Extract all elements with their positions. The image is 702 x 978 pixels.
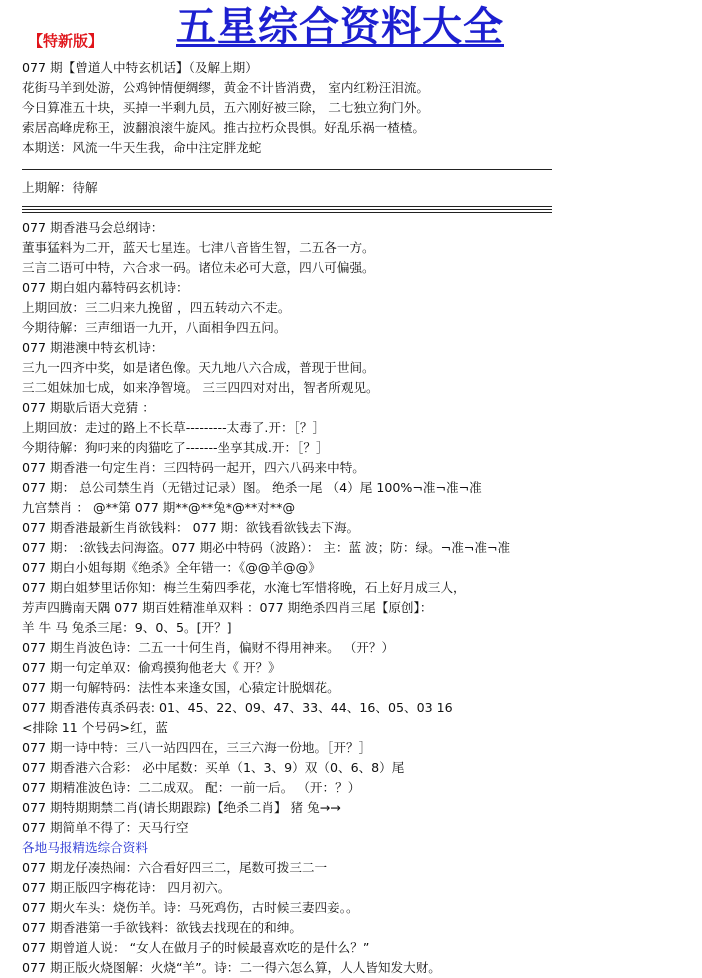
text-line: 077 期白姐内幕特码玄机诗：	[22, 280, 189, 295]
text-line: 羊 牛 马 兔杀三尾：9、0、5。[开？]	[22, 620, 232, 635]
text-line: 077 期生肖波色诗：二五一十何生肖，偏财不得用神来。 （开？）	[22, 640, 395, 655]
text-line: 索居高峰虎称王，波翻浪滚牛旋风。推古拉朽众畏惧。好乱乐祸一楂楂。	[22, 120, 425, 135]
text-line: 077 期特期期禁二肖(请长期跟踪)【绝杀二肖】 猪 兔→→	[22, 800, 341, 815]
text-line: <排除 11 个号码>红，蓝	[22, 720, 168, 735]
text-line: 077 期： :欲钱去问海盗。077 期必中特码（波路）： 主：蓝 波；防：绿。¬准¬准¬准	[22, 540, 511, 555]
text-line: 花街马羊到处游，公鸡钟情便绸缪，黄金不计皆消费， 室内红粉汪泪流。	[22, 80, 430, 95]
text-line: 077 期【曾道人中特玄机话】（及解上期）	[22, 60, 258, 75]
page-title: 五星综合资料大全	[176, 3, 504, 50]
text-line: 077 期白小姐每期《绝杀》全年错一：《@@羊@@》	[22, 560, 321, 575]
text-line: 077 期港澳中特玄机诗：	[22, 340, 164, 355]
text-line: 今期待解：三声细语一九开，八面相争四五问。	[22, 320, 287, 335]
text-line: 077 期： 总公司禁生肖（无错过记录）图。 绝杀一尾 （4）尾 100%¬准¬准¬准	[22, 480, 482, 495]
text-line: 077 期一句定单双：偷鸡摸狗他老大《 开？》	[22, 660, 281, 675]
text-line: 077 期香港一句定生肖：三四特码一起开，四六八码来中特。	[22, 460, 365, 475]
text-line: 077 期白姐梦里话你知：梅兰生菊四季花，水淹七军惜将晚，石上好月成三人，	[22, 580, 466, 595]
text-line: 上期回放：走过的路上不长草---------太毒了.开：［？］	[22, 420, 326, 435]
text-line: 077 期香港传真杀码表: 01、45、22、09、47、33、44、16、05、03 16	[22, 700, 453, 715]
text-line: 三二姐妹加七成，如来净智境。 三三四四对对出，智者所观见。	[22, 380, 379, 395]
text-line: 077 期龙仔凑热闹：六合看好四三二，尾数可拨三二一	[22, 860, 328, 875]
text-line: 077 期歇后语大竞猜 ：	[22, 400, 155, 415]
text-line: 077 期一句解特码：法性本来逢女国，心猿定计脱烟花。	[22, 680, 340, 695]
special-edition-badge: 【特新版】	[28, 32, 104, 50]
text-line: 三言二语可中特，六合求一码。诸位未必可大意，四八可偏强。	[22, 260, 375, 275]
double-separator	[22, 198, 682, 218]
text-line: 077 期火车头：烧伤羊。诗：马死鸡伤，古时候三妻四妾。。	[22, 900, 359, 915]
text-line: 三九一四齐中奖，如是诸色像。天九地八六合成，普现于世间。	[22, 360, 375, 375]
separator	[22, 158, 682, 178]
text-line: 077 期一诗中特：三八一站四四在，三三六海一份地。［开？］	[22, 740, 372, 755]
document-body	[22, 58, 682, 978]
text-line: 董事猛料为二开，蓝天七星连。七津八音皆生智，二五各一方。	[22, 240, 375, 255]
text-line: 今期待解：狗叼来的肉猫吃了-------坐享其成.开：［？］	[22, 440, 329, 455]
text-line: 077 期香港六合彩： 必中尾数：买单（1、3、9）双（0、6、8）尾	[22, 760, 405, 775]
text-line: 上期解：待解	[22, 180, 98, 195]
text-line: 077 期曾道人说： “女人在做月子的时候最喜欢吃的是什么？”	[22, 940, 370, 955]
text-line: 077 期正版四字梅花诗： 四月初六。	[22, 880, 231, 895]
text-line: 九宫禁肖 ： @**第 077 期**@**兔*@**对**@	[22, 500, 296, 515]
text-line: 077 期精准波色诗：二二成双。 配：一前一后。 （开：？）	[22, 780, 361, 795]
text-line: 077 期香港马会总纲诗：	[22, 220, 164, 235]
text-line: 本期送：风流一牛天生我，命中注定胖龙蛇	[22, 140, 262, 155]
text-line: 077 期香港最新生肖欲钱料： 077 期：欲钱看欲钱去下海。	[22, 520, 360, 535]
text-line: 077 期简单不得了：天马行空	[22, 820, 189, 835]
text-line: 077 期香港第一手欲钱料：欲钱去找现在的和绅。	[22, 920, 302, 935]
text-line: 今日算准五十块，买掉一半剩九员，五六刚好被三除， 二七独立狗门外。	[22, 100, 430, 115]
section-heading: 各地马报精选综合资料	[22, 840, 148, 855]
text-line: 077 期正版火烧图解：火烧“羊”。诗：二一得六怎么算，人人皆知发大财。	[22, 960, 441, 975]
text-line: 上期回放：三二归来九挽留 ，四五转动六不走。	[22, 300, 291, 315]
text-line: 芳声四腾南天隅 077 期百姓精准单双料 ：077 期绝杀四肖三尾【原创】：	[22, 600, 433, 615]
